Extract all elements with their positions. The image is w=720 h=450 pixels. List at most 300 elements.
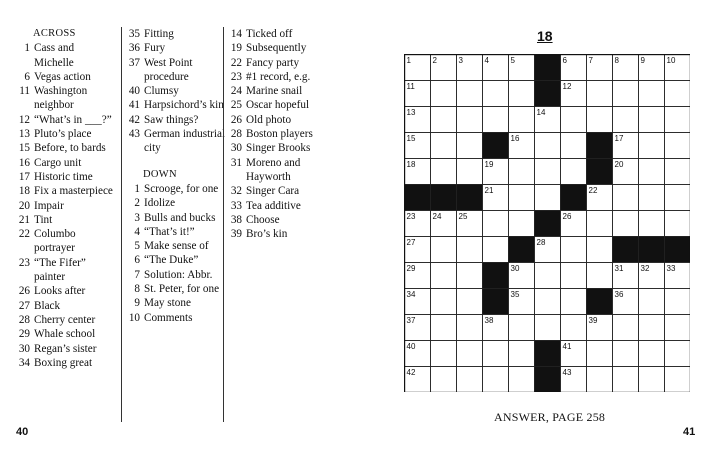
cell-number: 43 <box>562 368 572 377</box>
clue-number: 7 <box>134 268 140 281</box>
grid-cell[interactable] <box>431 289 457 315</box>
clue-number: 27 <box>18 299 30 312</box>
clue-number: 36 <box>128 42 140 55</box>
grid-cell[interactable] <box>561 159 587 185</box>
clue-number: 30 <box>230 142 242 155</box>
black-square <box>431 185 457 211</box>
black-square <box>535 367 561 393</box>
clue-number: 12 <box>18 113 30 126</box>
grid-cell[interactable] <box>431 107 457 133</box>
grid-cell[interactable] <box>431 133 457 159</box>
grid-cell[interactable] <box>587 211 613 237</box>
right-page-number: 41 <box>683 426 696 438</box>
grid-cell[interactable] <box>457 133 483 159</box>
grid-cell[interactable] <box>665 159 691 185</box>
clue-number: 9 <box>134 297 140 310</box>
grid-cell[interactable] <box>431 341 457 367</box>
across-clue-23 <box>16 256 116 285</box>
clue-number: 43 <box>128 128 140 141</box>
clue-text: Solution: Abbr. <box>144 268 213 281</box>
black-square <box>639 237 665 263</box>
grid-cell[interactable] <box>431 315 457 341</box>
black-square <box>535 341 561 367</box>
clue-number: 22 <box>230 56 242 69</box>
clue-number: 22 <box>18 228 30 241</box>
down-clue-22 <box>228 56 338 70</box>
cell-number: 23 <box>406 212 416 221</box>
across-clue-21 <box>16 213 116 227</box>
grid-cell[interactable] <box>665 367 691 393</box>
down-clue-7 <box>126 268 226 282</box>
cell-number: 1 <box>406 56 411 65</box>
clue-text: Cherry center <box>34 313 96 326</box>
across-clue-20 <box>16 199 116 213</box>
down-clue-5 <box>126 239 226 253</box>
clue-text: Regan’s sister <box>34 342 97 355</box>
grid-cell[interactable] <box>665 185 691 211</box>
grid-cell[interactable] <box>639 341 665 367</box>
down-clue-6 <box>126 253 226 267</box>
clue-number: 17 <box>18 170 30 183</box>
clue-text: #1 record, e.g. <box>246 70 311 83</box>
grid-cell[interactable] <box>509 211 535 237</box>
clue-number: 13 <box>18 128 30 141</box>
clue-number: 10 <box>128 311 140 324</box>
grid-cell[interactable] <box>561 315 587 341</box>
clue-text: Looks after <box>34 285 86 298</box>
cell-number: 12 <box>562 82 572 91</box>
cell-number: 20 <box>614 160 624 169</box>
across-clue-11 <box>16 84 116 113</box>
clue-number: 28 <box>18 313 30 326</box>
grid-cell[interactable] <box>665 315 691 341</box>
down-clue-38 <box>228 213 338 227</box>
clue-text: Before, to bards <box>34 142 106 155</box>
grid-cell[interactable] <box>613 185 639 211</box>
cell-number: 26 <box>562 212 572 221</box>
across-header: ACROSS <box>33 28 76 39</box>
cell-number: 40 <box>406 342 416 351</box>
clue-number: 19 <box>230 42 242 55</box>
grid-cell[interactable] <box>613 81 639 107</box>
clue-text: Make sense of <box>144 240 209 253</box>
black-square <box>483 263 509 289</box>
grid-cell[interactable] <box>457 237 483 263</box>
across-clue-29 <box>16 327 116 341</box>
clue-text: “That’s it!” <box>144 225 195 238</box>
clue-text: Black <box>34 299 61 312</box>
across-clue-12 <box>16 113 116 127</box>
down-clue-9 <box>126 296 226 310</box>
black-square <box>613 237 639 263</box>
grid-cell[interactable] <box>457 81 483 107</box>
cell-number: 11 <box>406 82 415 91</box>
clue-text: Impair <box>34 199 64 212</box>
clue-number: 32 <box>230 185 242 198</box>
grid-cell[interactable] <box>587 263 613 289</box>
clue-text: “What’s in ___?” <box>34 113 112 126</box>
cell-number: 3 <box>458 56 463 65</box>
clue-number: 16 <box>18 156 30 169</box>
grid-cell[interactable] <box>457 315 483 341</box>
clue-text: May stone <box>144 297 191 310</box>
grid-cell[interactable] <box>639 289 665 315</box>
grid-cell[interactable] <box>431 81 457 107</box>
grid-cell[interactable] <box>665 289 691 315</box>
clue-text: Fury <box>144 42 166 55</box>
grid-cell[interactable] <box>457 367 483 393</box>
cell-number: 42 <box>406 368 416 377</box>
clue-text: Fitting <box>144 28 174 40</box>
black-square <box>587 289 613 315</box>
clue-text: Singer Cara <box>246 185 300 198</box>
clue-text: Vegas action <box>34 70 91 83</box>
cell-number: 30 <box>510 264 520 273</box>
black-square <box>535 81 561 107</box>
clue-number: 1 <box>24 42 30 55</box>
clue-number: 23 <box>230 70 242 83</box>
cell-number: 10 <box>666 56 676 65</box>
across-clue-40 <box>126 84 226 98</box>
clue-text: Oscar hopeful <box>246 99 310 112</box>
grid-cell[interactable] <box>535 133 561 159</box>
clue-number: 29 <box>18 328 30 341</box>
clue-text: St. Peter, for one <box>144 283 220 296</box>
grid-cell[interactable] <box>431 367 457 393</box>
answer-note: ANSWER, PAGE 258 <box>494 410 606 424</box>
down-clue-1 <box>126 182 226 196</box>
clue-text: Clumsy <box>144 85 179 98</box>
grid-cell[interactable] <box>561 263 587 289</box>
clue-text: Columbo portrayer <box>34 228 76 255</box>
grid-cell[interactable] <box>509 107 535 133</box>
grid-cell[interactable] <box>509 367 535 393</box>
clue-text: “The Fifer” painter <box>34 256 86 284</box>
clue-column-3 <box>223 27 338 422</box>
black-square <box>509 237 535 263</box>
clue-text: Fancy party <box>246 56 300 69</box>
cell-number: 13 <box>406 108 416 117</box>
grid-cell[interactable] <box>483 237 509 263</box>
grid-cell[interactable] <box>639 211 665 237</box>
grid-cell[interactable] <box>483 81 509 107</box>
clue-number: 11 <box>19 85 30 98</box>
grid-cell[interactable] <box>587 81 613 107</box>
cell-number: 6 <box>562 56 567 65</box>
grid-cell[interactable] <box>665 211 691 237</box>
cell-number: 27 <box>406 238 416 247</box>
cell-number: 16 <box>510 134 520 143</box>
down-clue-list-continued <box>228 27 338 241</box>
grid-cell[interactable] <box>457 341 483 367</box>
clue-column-1 <box>16 27 116 370</box>
clue-text: Bulls and bucks <box>144 211 216 224</box>
grid-cell[interactable] <box>587 237 613 263</box>
clue-text: Tint <box>34 213 53 226</box>
across-clue-37 <box>126 56 226 85</box>
grid-cell[interactable] <box>639 185 665 211</box>
grid-cell[interactable] <box>509 185 535 211</box>
left-page-number: 40 <box>16 426 29 438</box>
cell-number: 24 <box>432 212 442 221</box>
grid-cell[interactable] <box>457 107 483 133</box>
clue-number: 1 <box>134 182 140 195</box>
clue-number: 18 <box>18 185 30 198</box>
down-clue-19 <box>228 41 338 55</box>
grid-cell[interactable] <box>587 107 613 133</box>
grid-cell[interactable] <box>457 159 483 185</box>
clue-number: 6 <box>24 70 30 83</box>
across-clue-22 <box>16 227 116 256</box>
grid-cell[interactable] <box>613 341 639 367</box>
across-clue-30 <box>16 342 116 356</box>
clue-number: 20 <box>18 199 30 212</box>
clue-number: 28 <box>230 128 242 141</box>
clue-text: Singer Brooks <box>246 142 311 155</box>
clue-number: 39 <box>230 228 242 241</box>
black-square <box>587 159 613 185</box>
black-square <box>483 133 509 159</box>
grid-cell[interactable] <box>639 367 665 393</box>
down-clue-26 <box>228 113 338 127</box>
grid-cell[interactable] <box>561 133 587 159</box>
cell-number: 41 <box>562 342 572 351</box>
clue-text: Historic time <box>34 170 93 183</box>
clue-text: Fix a masterpiece <box>34 185 113 198</box>
cell-number: 21 <box>484 186 494 195</box>
grid-cell[interactable] <box>561 289 587 315</box>
cell-number: 38 <box>484 316 494 325</box>
clue-number: 15 <box>18 142 30 155</box>
grid-cell[interactable] <box>587 341 613 367</box>
down-clue-4 <box>126 225 226 239</box>
grid-cell[interactable] <box>483 107 509 133</box>
cell-number: 14 <box>536 108 546 117</box>
clue-text: Whale school <box>34 328 96 341</box>
clue-number: 41 <box>128 99 140 112</box>
clue-text: Boston players <box>246 128 313 141</box>
black-square <box>483 289 509 315</box>
across-clue-list <box>16 41 116 370</box>
cell-number: 35 <box>510 290 520 299</box>
down-clue-31 <box>228 156 338 185</box>
down-clue-14 <box>228 27 338 41</box>
grid-cell[interactable] <box>639 315 665 341</box>
cell-number: 36 <box>614 290 624 299</box>
across-clue-43 <box>126 127 226 156</box>
across-clue-17 <box>16 170 116 184</box>
black-square <box>587 133 613 159</box>
across-clue-27 <box>16 299 116 313</box>
clue-text: Harpsichord’s kin <box>144 99 224 112</box>
down-clue-23 <box>228 70 338 84</box>
clue-text: Cargo unit <box>34 156 82 169</box>
grid-cell[interactable] <box>587 367 613 393</box>
cell-number: 29 <box>406 264 416 273</box>
clue-number: 5 <box>134 240 140 253</box>
across-clue-36 <box>126 41 226 55</box>
clue-text: Saw things? <box>144 113 199 126</box>
grid-cell[interactable] <box>639 159 665 185</box>
grid-cell[interactable] <box>639 107 665 133</box>
cell-number: 15 <box>406 134 416 143</box>
grid-cell[interactable] <box>509 315 535 341</box>
clue-text: Pluto’s place <box>34 128 92 141</box>
grid-cell[interactable] <box>665 107 691 133</box>
cell-number: 39 <box>588 316 598 325</box>
across-clue-16 <box>16 156 116 170</box>
grid-cell[interactable] <box>509 341 535 367</box>
clue-number: 6 <box>134 254 140 267</box>
down-header: DOWN <box>143 168 177 180</box>
across-clue-35 <box>126 27 226 41</box>
clue-number: 4 <box>134 225 140 238</box>
down-clue-2 <box>126 196 226 210</box>
cell-number: 9 <box>640 56 645 65</box>
clue-text: Choose <box>246 213 280 226</box>
across-clue-1 <box>16 41 116 70</box>
cell-number: 33 <box>666 264 676 273</box>
clue-number: 40 <box>128 85 140 98</box>
down-clue-32 <box>228 184 338 198</box>
clue-text: Ticked off <box>246 28 293 40</box>
down-clue-24 <box>228 84 338 98</box>
clue-text: Washington neighbor <box>34 85 88 112</box>
grid-cell[interactable] <box>613 367 639 393</box>
grid-cell[interactable] <box>457 263 483 289</box>
grid-cell[interactable] <box>483 341 509 367</box>
grid-cell[interactable] <box>535 263 561 289</box>
clue-number: 31 <box>230 156 242 169</box>
down-clue-39 <box>228 227 338 241</box>
across-clue-41 <box>126 98 226 112</box>
clue-number: 3 <box>134 211 140 224</box>
clue-number: 35 <box>128 28 140 40</box>
clue-number: 38 <box>230 213 242 226</box>
down-clue-10 <box>126 311 226 325</box>
cell-number: 19 <box>484 160 494 169</box>
grid-cell[interactable] <box>509 159 535 185</box>
across-clue-18 <box>16 184 116 198</box>
grid-cell[interactable] <box>483 211 509 237</box>
clue-number: 26 <box>18 285 30 298</box>
black-square <box>535 211 561 237</box>
cell-number: 17 <box>614 134 624 143</box>
clue-number: 34 <box>18 356 30 369</box>
grid-cell[interactable] <box>457 289 483 315</box>
cell-number: 5 <box>510 56 515 65</box>
grid-cell[interactable] <box>535 159 561 185</box>
grid-cell[interactable] <box>665 133 691 159</box>
cell-number: 34 <box>406 290 416 299</box>
across-clue-26 <box>16 284 116 298</box>
down-clue-8 <box>126 282 226 296</box>
grid-cell[interactable] <box>509 81 535 107</box>
grid-cell[interactable] <box>535 315 561 341</box>
grid-cell[interactable] <box>561 107 587 133</box>
clue-text: Idolize <box>144 197 176 210</box>
grid-cell[interactable] <box>665 81 691 107</box>
puzzle-number: 18 <box>537 28 553 44</box>
black-square <box>665 237 691 263</box>
cell-number: 8 <box>614 56 619 65</box>
clue-text: Tea additive <box>246 199 301 212</box>
clue-number: 26 <box>230 113 242 126</box>
down-clue-25 <box>228 98 338 112</box>
grid-cell[interactable] <box>431 263 457 289</box>
clue-number: 8 <box>134 283 140 296</box>
clue-number: 24 <box>230 85 242 98</box>
grid-cell[interactable] <box>613 107 639 133</box>
grid-cell[interactable] <box>613 211 639 237</box>
cell-number: 37 <box>406 316 416 325</box>
cell-number: 2 <box>432 56 437 65</box>
grid-cell[interactable] <box>639 81 665 107</box>
clue-text: “The Duke” <box>144 254 199 267</box>
down-clue-30 <box>228 141 338 155</box>
clue-text: West Point procedure <box>144 56 193 83</box>
grid-cell[interactable] <box>535 185 561 211</box>
cell-number: 28 <box>536 238 546 247</box>
across-clue-6 <box>16 70 116 84</box>
across-clue-34 <box>16 356 116 370</box>
grid-cell[interactable] <box>535 289 561 315</box>
black-square <box>561 185 587 211</box>
grid-cell[interactable] <box>431 237 457 263</box>
grid-cell[interactable] <box>431 159 457 185</box>
clue-text: Marine snail <box>246 85 303 98</box>
clue-number: 2 <box>134 197 140 210</box>
grid-cell[interactable] <box>639 133 665 159</box>
down-clue-33 <box>228 199 338 213</box>
across-clue-13 <box>16 127 116 141</box>
across-clue-28 <box>16 313 116 327</box>
clue-column-2 <box>121 27 226 422</box>
across-clue-42 <box>126 113 226 127</box>
cell-number: 7 <box>588 56 593 65</box>
clue-text: Bro’s kin <box>246 228 288 241</box>
cell-number: 25 <box>458 212 468 221</box>
clue-number: 21 <box>18 213 30 226</box>
clue-text: Cass and Michelle <box>34 42 75 69</box>
cell-number: 31 <box>614 264 624 273</box>
clue-number: 25 <box>230 99 242 112</box>
cell-number: 22 <box>588 186 598 195</box>
clue-number: 30 <box>18 342 30 355</box>
grid-cell[interactable] <box>483 367 509 393</box>
clue-text: Subsequently <box>246 42 307 55</box>
cell-number: 4 <box>484 56 489 65</box>
down-clue-28 <box>228 127 338 141</box>
clue-text: Scrooge, for one <box>144 182 219 195</box>
clue-text: Boxing great <box>34 356 93 369</box>
cell-number: 32 <box>640 264 650 273</box>
clue-text: Comments <box>144 311 193 324</box>
down-clue-3 <box>126 211 226 225</box>
black-square <box>405 185 431 211</box>
grid-cell[interactable] <box>665 341 691 367</box>
grid-cell[interactable] <box>613 315 639 341</box>
clue-number: 14 <box>230 28 242 40</box>
clue-number: 37 <box>128 56 140 69</box>
clue-text: German industrial city <box>144 128 226 155</box>
black-square <box>457 185 483 211</box>
crossword-grid[interactable] <box>404 54 690 392</box>
clue-text: Old photo <box>246 113 292 126</box>
black-square <box>535 55 561 81</box>
grid-cell[interactable] <box>561 237 587 263</box>
clue-text: Moreno and Hayworth <box>246 156 301 183</box>
